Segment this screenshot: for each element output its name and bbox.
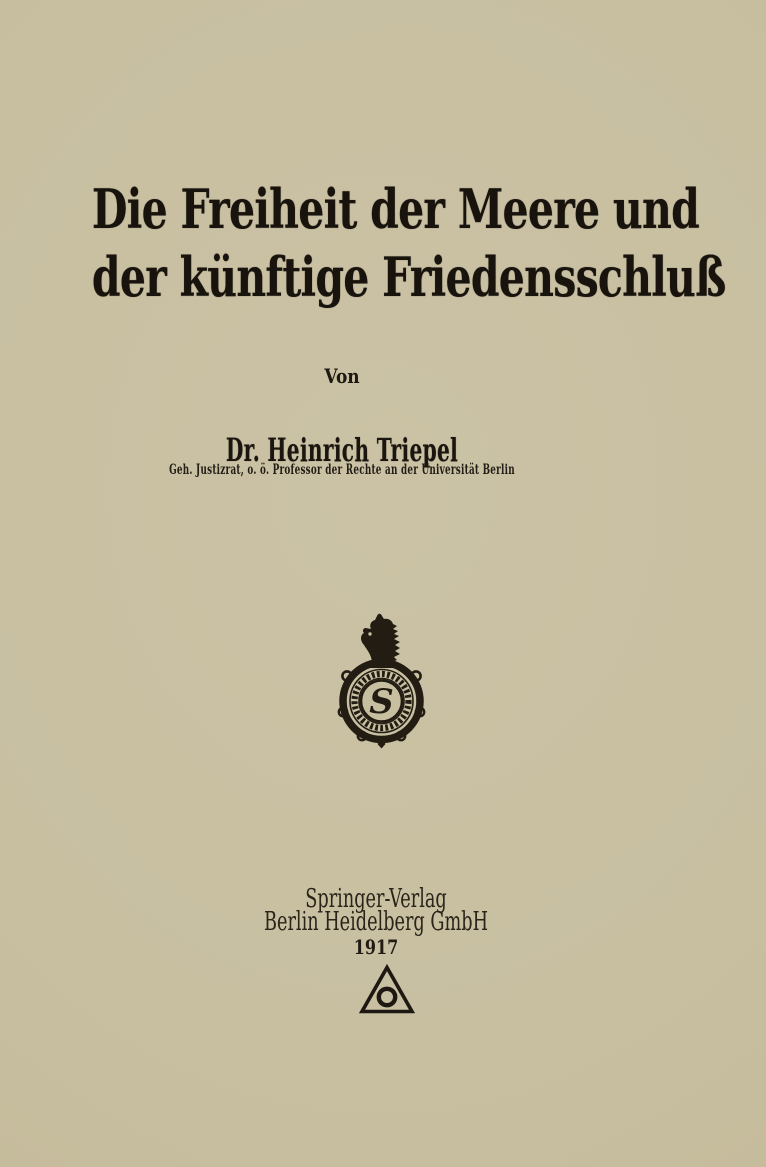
publisher-name: Springer-Verlag bbox=[305, 884, 447, 914]
byline-preposition: Von bbox=[324, 364, 360, 388]
author-name: Dr. Heinrich Triepel bbox=[225, 431, 459, 469]
publisher-emblem bbox=[334, 612, 430, 750]
book-title-line2: der künftige Friedensschluß bbox=[91, 245, 726, 309]
springer-knight-seal-icon bbox=[334, 612, 430, 750]
knight-horse-icon bbox=[361, 614, 400, 668]
author-credentials: Geh. Justizrat, o. ö. Professor der Rechte an der Universität Berlin bbox=[169, 462, 515, 478]
book-title-line1: Die Freiheit der Meere und bbox=[91, 177, 700, 241]
book-title bbox=[91, 175, 726, 311]
emblem-monogram: S bbox=[369, 682, 394, 722]
publisher-location: Berlin Heidelberg GmbH bbox=[264, 907, 488, 937]
triangle-circle-printers-mark-icon bbox=[358, 964, 416, 1016]
printers-mark bbox=[358, 964, 416, 1016]
publication-year: 1917 bbox=[353, 935, 399, 959]
